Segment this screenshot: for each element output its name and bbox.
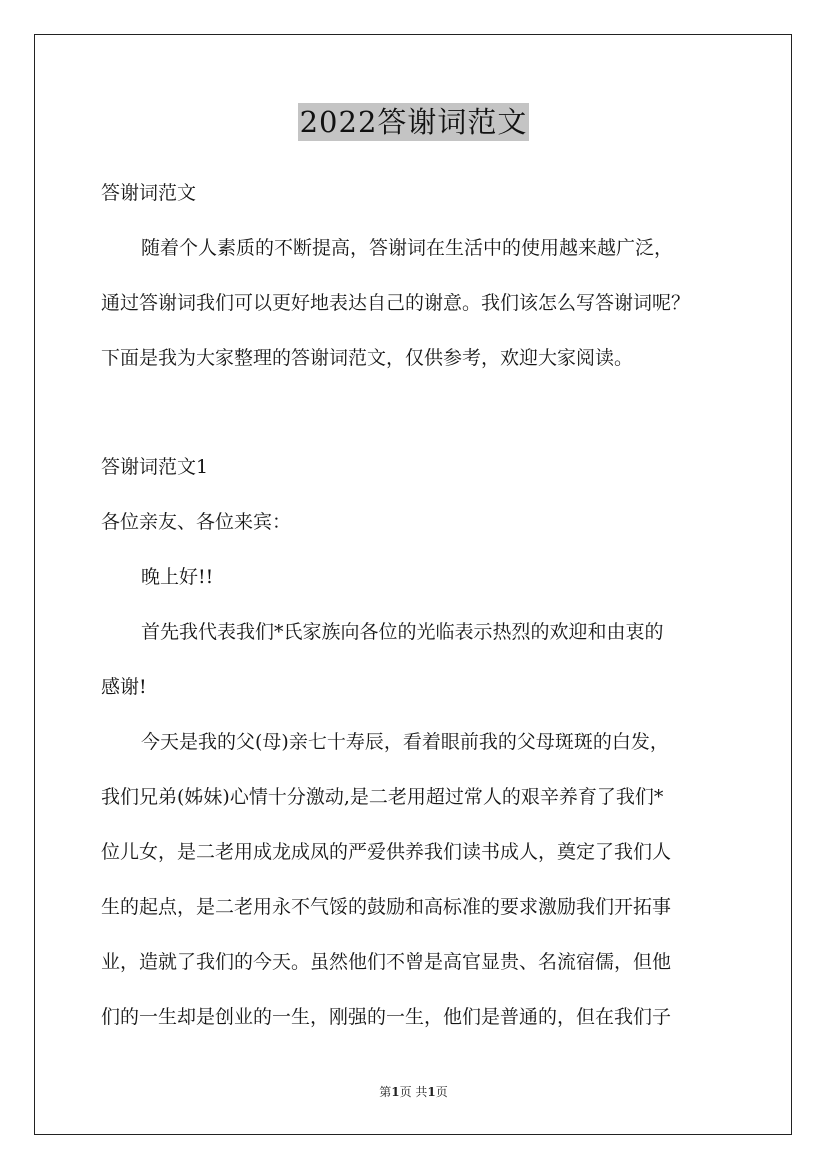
greeting: 晚上好!!	[141, 566, 214, 588]
paragraph-line: 生的起点，是二老用永不气馁的鼓励和高标准的要求激励我们开拓事	[101, 896, 672, 918]
paragraph-line: 们的一生却是创业的一生，刚强的一生，他们是普通的，但在我们子	[101, 1006, 672, 1028]
document-title: 2022答谢词范文	[299, 105, 528, 139]
section-heading: 答谢词范文	[101, 182, 197, 204]
paragraph-line: 感谢!	[101, 676, 147, 698]
footer-suffix: 页	[435, 1085, 448, 1099]
title-container	[0, 103, 827, 141]
paragraph-line: 随着个人素质的不断提高，答谢词在生活中的使用越来越广泛，	[141, 237, 674, 259]
subsection-heading: 答谢词范文1	[101, 456, 209, 478]
paragraph-line: 首先我代表我们*氏家族向各位的光临表示热烈的欢迎和由衷的	[141, 621, 664, 643]
salutation: 各位亲友、各位来宾：	[101, 511, 292, 533]
footer-prefix: 第	[379, 1085, 392, 1099]
footer-mid: 页 共	[399, 1085, 428, 1099]
paragraph-line: 业，造就了我们的今天。虽然他们不曾是高官显贵、名流宿儒，但他	[101, 951, 672, 973]
paragraph-line: 位儿女，是二老用成龙成凤的严爱供养我们读书成人，奠定了我们人	[101, 841, 672, 863]
page-footer	[0, 1084, 827, 1100]
paragraph-line: 下面是我为大家整理的答谢词范文，仅供参考，欢迎大家阅读。	[101, 347, 634, 369]
paragraph-line: 今天是我的父(母)亲七十寿辰，看着眼前我的父母斑斑的白发，	[141, 731, 669, 753]
paragraph-line: 我们兄弟(姊妹)心情十分激动,是二老用超过常人的艰辛养育了我们*	[101, 786, 664, 808]
footer-page-total: 1	[427, 1085, 436, 1099]
paragraph-line: 通过答谢词我们可以更好地表达自己的谢意。我们该怎么写答谢词呢？	[101, 292, 691, 314]
footer-page-current: 1	[391, 1085, 400, 1099]
